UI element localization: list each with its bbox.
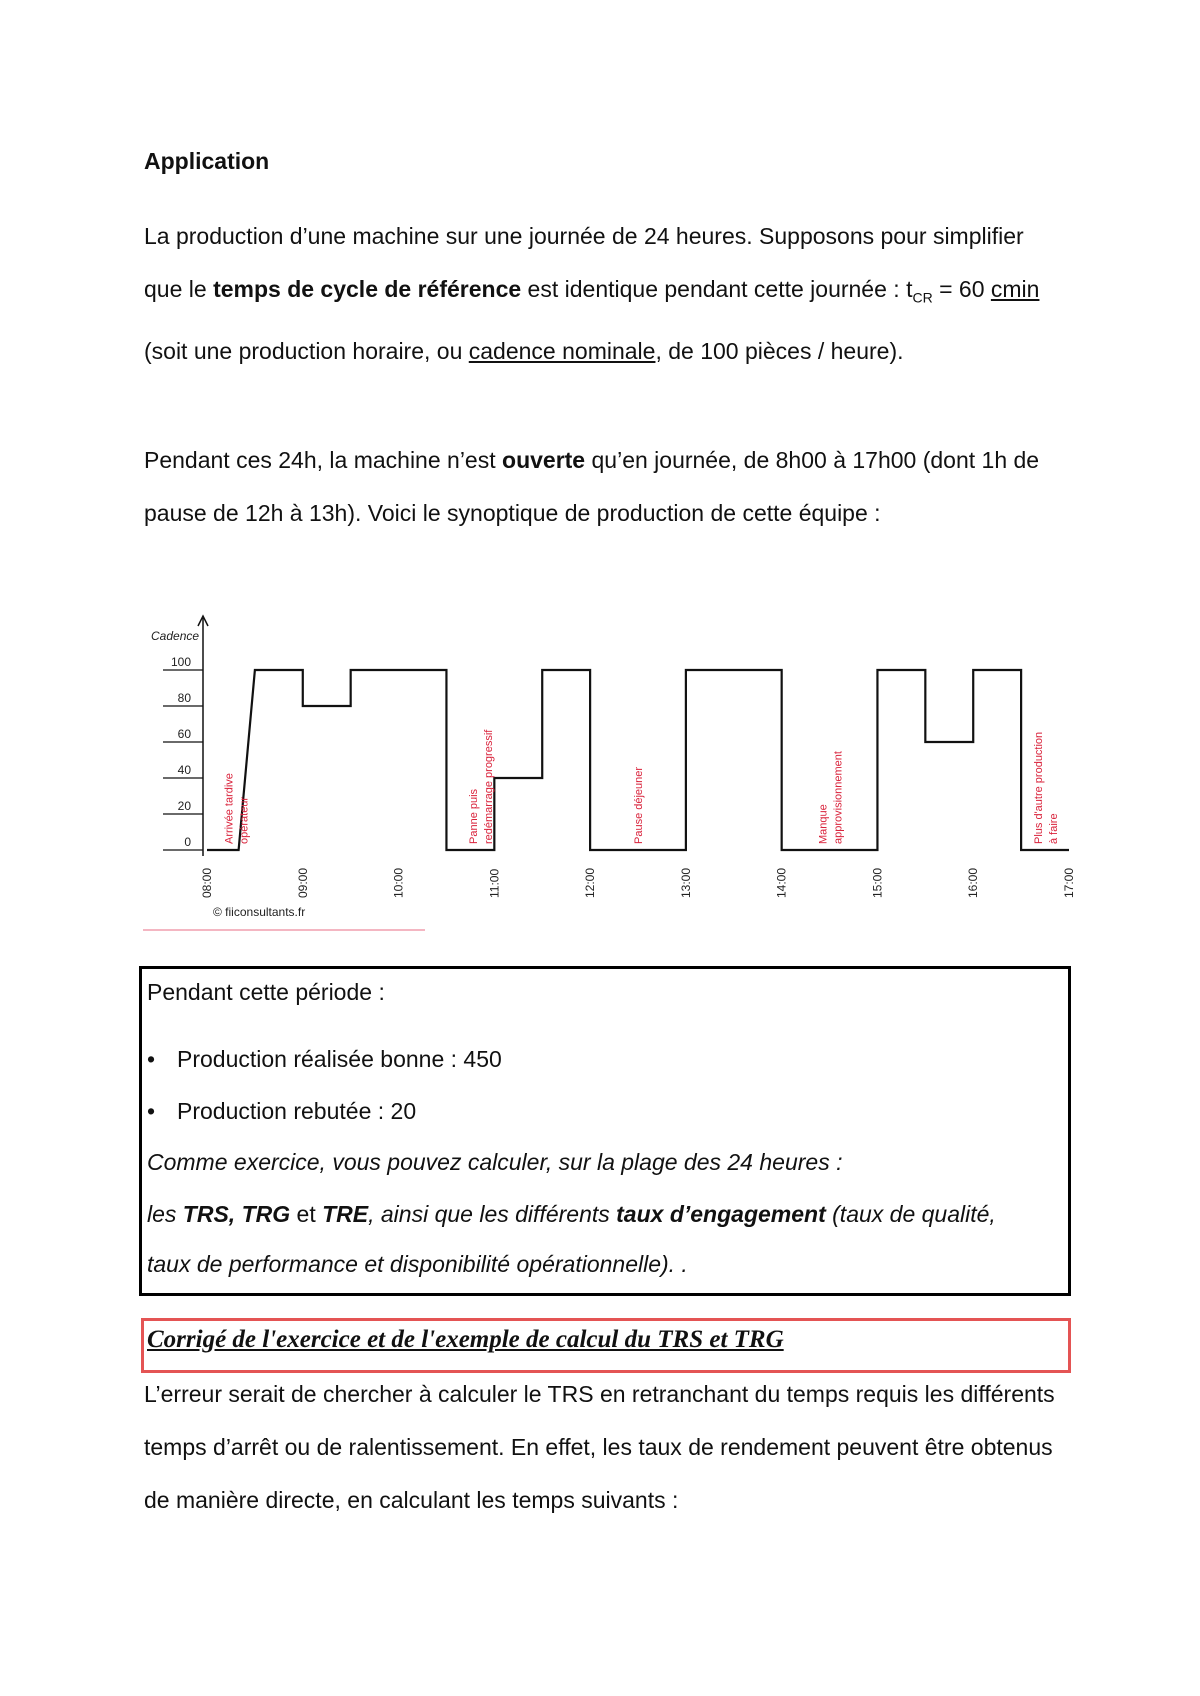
exercise-bold: TRS, TRG [182, 1201, 291, 1227]
intro-bold-term: temps de cycle de référence [213, 276, 522, 302]
chart-annotation [818, 751, 845, 844]
chart-annotation [1033, 732, 1060, 844]
exercise-text: et [290, 1201, 323, 1227]
y-tick-label: 60 [177, 727, 191, 741]
chart-annotation [224, 773, 251, 844]
x-tick-label: 15:00 [870, 867, 885, 898]
bullet-text: Production réalisée bonne : 450 [177, 1046, 502, 1072]
chart-annotation-line: à faire [1048, 813, 1061, 844]
chart-annotation-line: redémarrage progressif [482, 729, 495, 844]
exercise-title: Pendant cette période : [147, 979, 385, 1005]
y-tick-label: 40 [177, 763, 191, 777]
intro-underlined-unit: cmin [990, 276, 1040, 302]
opening-bold-term: ouverte [502, 447, 586, 473]
exercise-text: les [147, 1201, 183, 1227]
x-tick-label: 16:00 [966, 867, 981, 898]
x-tick-label: 10:00 [391, 867, 406, 898]
x-tick-label: 13:00 [678, 867, 693, 898]
bullet-icon: • [147, 1046, 156, 1072]
chart-annotation [633, 767, 645, 844]
intro-subscript: CR [912, 289, 933, 306]
bullet-item [147, 1036, 502, 1082]
intro-text: (soit une production horaire, ou [144, 337, 469, 364]
chart-annotation-line: Plus d'autre production [1033, 731, 1046, 844]
chart-copyright: © fiiconsultants.fr [213, 905, 306, 919]
exercise-instruction: Comme exercice, vous pouvez calculer, sur la plage des 24 heures : [147, 1149, 843, 1175]
production-chart [143, 606, 1095, 932]
x-tick-label: 17:00 [1062, 867, 1076, 898]
y-tick-label: 100 [170, 655, 191, 669]
chart-annotation [468, 729, 495, 844]
exercise-text: , ainsi que les différents [368, 1201, 617, 1227]
intro-text: = 60 [932, 276, 991, 302]
x-tick-label: 12:00 [583, 867, 598, 898]
correction-paragraph: L’erreur serait de chercher à calculer le TRS en retranchant du temps requis les différents temps d’arrêt ou de ralentissement. En effet, les taux de rendement peuvent être obtenus de manière directe, en calculant les temps suivants : [144, 1381, 1055, 1513]
y-tick-label: 0 [184, 835, 191, 849]
exercise-box [139, 966, 1071, 1296]
bullet-text: Production rebutée : 20 [177, 1098, 417, 1124]
bullet-item [147, 1088, 416, 1134]
chart-annotation-line: opérateur [238, 796, 251, 844]
correction-title: Corrigé de l'exercice et de l'exemple de calcul du TRS et TRG [147, 1326, 784, 1353]
exercise-text: (taux de qualité, [825, 1201, 996, 1227]
x-tick-label: 11:00 [487, 868, 502, 898]
exercise-instruction: taux de performance et disponibilité opérationnelle). . [147, 1251, 688, 1277]
chart-annotation-line: Arrivée tardive [223, 773, 236, 844]
exercise-instruction [147, 1191, 996, 1237]
exercise-bold: taux d’engagement [616, 1201, 826, 1227]
y-axis-label: Cadence [151, 629, 200, 643]
intro-paragraph [144, 210, 1064, 378]
chart-annotation-line: Panne puis [467, 788, 480, 844]
y-tick-label: 20 [177, 799, 191, 813]
y-tick-label: 80 [177, 691, 191, 705]
correction-title-box [141, 1318, 1071, 1373]
intro-text: , de 100 pièces / heure). [655, 337, 904, 364]
chart-annotation-line: approvisionnement [832, 751, 845, 844]
intro-underlined-term: cadence nominale [468, 337, 656, 364]
exercise-bold: TRE [322, 1201, 369, 1227]
intro-text: est identique pendant cette journée : t [521, 276, 913, 302]
x-tick-label: 08:00 [200, 867, 214, 898]
x-tick-label: 14:00 [774, 867, 789, 898]
intro-text: La production d’une machine sur une journée de 24 heures. Supposons pour simplifier que le [144, 223, 1024, 302]
opening-paragraph [144, 434, 1064, 540]
opening-text: Pendant ces 24h, la machine n’est [144, 447, 503, 473]
chart-annotation-line: Pause déjeuner [633, 766, 645, 844]
x-tick-label: 09:00 [295, 867, 310, 898]
chart-annotation-line: Manque [817, 804, 830, 844]
section-heading: Application [144, 148, 270, 174]
opening-text: qu’en journée, de 8h00 à 17h00 (dont 1h de pause de 12h à 13h). Voici le synoptique de production de cette équipe : [144, 447, 1040, 526]
bullet-icon: • [147, 1098, 156, 1124]
